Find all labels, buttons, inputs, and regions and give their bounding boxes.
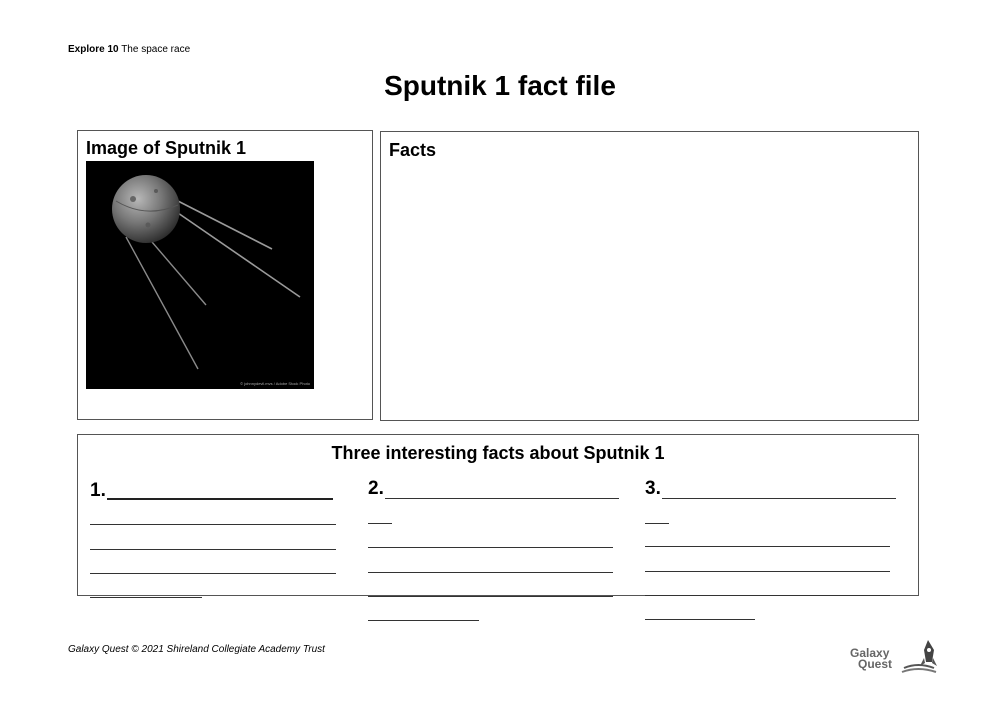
rocket-icon (848, 638, 938, 678)
answer-line[interactable] (368, 620, 479, 621)
answer-line[interactable] (645, 595, 890, 596)
page-title: Sputnik 1 fact file (384, 70, 616, 101)
header-topic: The space race (121, 44, 191, 55)
logo-line-1: Galaxy (850, 646, 890, 660)
footer-copyright: Galaxy Quest © 2021 Shireland Collegiate Academy Trust (68, 644, 325, 655)
answer-line[interactable] (645, 523, 669, 524)
answer-line[interactable] (368, 547, 613, 548)
sputnik-illustration (86, 161, 314, 389)
answer-line[interactable] (368, 523, 392, 524)
answer-line[interactable] (90, 573, 336, 574)
logo-line-2: Quest (858, 657, 893, 671)
header-section: Explore 10 (68, 44, 119, 55)
photo-credit: © johnnydevil.mvs / Adobe Stock Photo (240, 381, 310, 386)
answer-line[interactable] (90, 549, 336, 550)
answer-line[interactable] (90, 597, 202, 598)
answer-line[interactable] (107, 498, 333, 500)
worksheet-header (68, 44, 190, 55)
fact-number-2: 2. (368, 478, 384, 499)
answer-line[interactable] (368, 572, 613, 573)
galaxy-quest-logo (848, 638, 938, 678)
fact-number-1: 1. (90, 480, 106, 501)
answer-line[interactable] (662, 498, 896, 499)
answer-line[interactable] (385, 498, 619, 499)
answer-line[interactable] (645, 571, 890, 572)
answer-line[interactable] (645, 619, 755, 620)
answer-line[interactable] (90, 524, 336, 525)
three-facts-title: Three interesting facts about Sputnik 1 (331, 443, 665, 463)
image-panel-label: Image of Sputnik 1 (86, 138, 247, 158)
facts-panel-label: Facts (389, 140, 437, 160)
fact-number-3: 3. (645, 478, 661, 499)
facts-panel (380, 131, 919, 421)
answer-line[interactable] (368, 596, 613, 597)
answer-line[interactable] (645, 546, 890, 547)
sputnik-photo (86, 161, 314, 389)
